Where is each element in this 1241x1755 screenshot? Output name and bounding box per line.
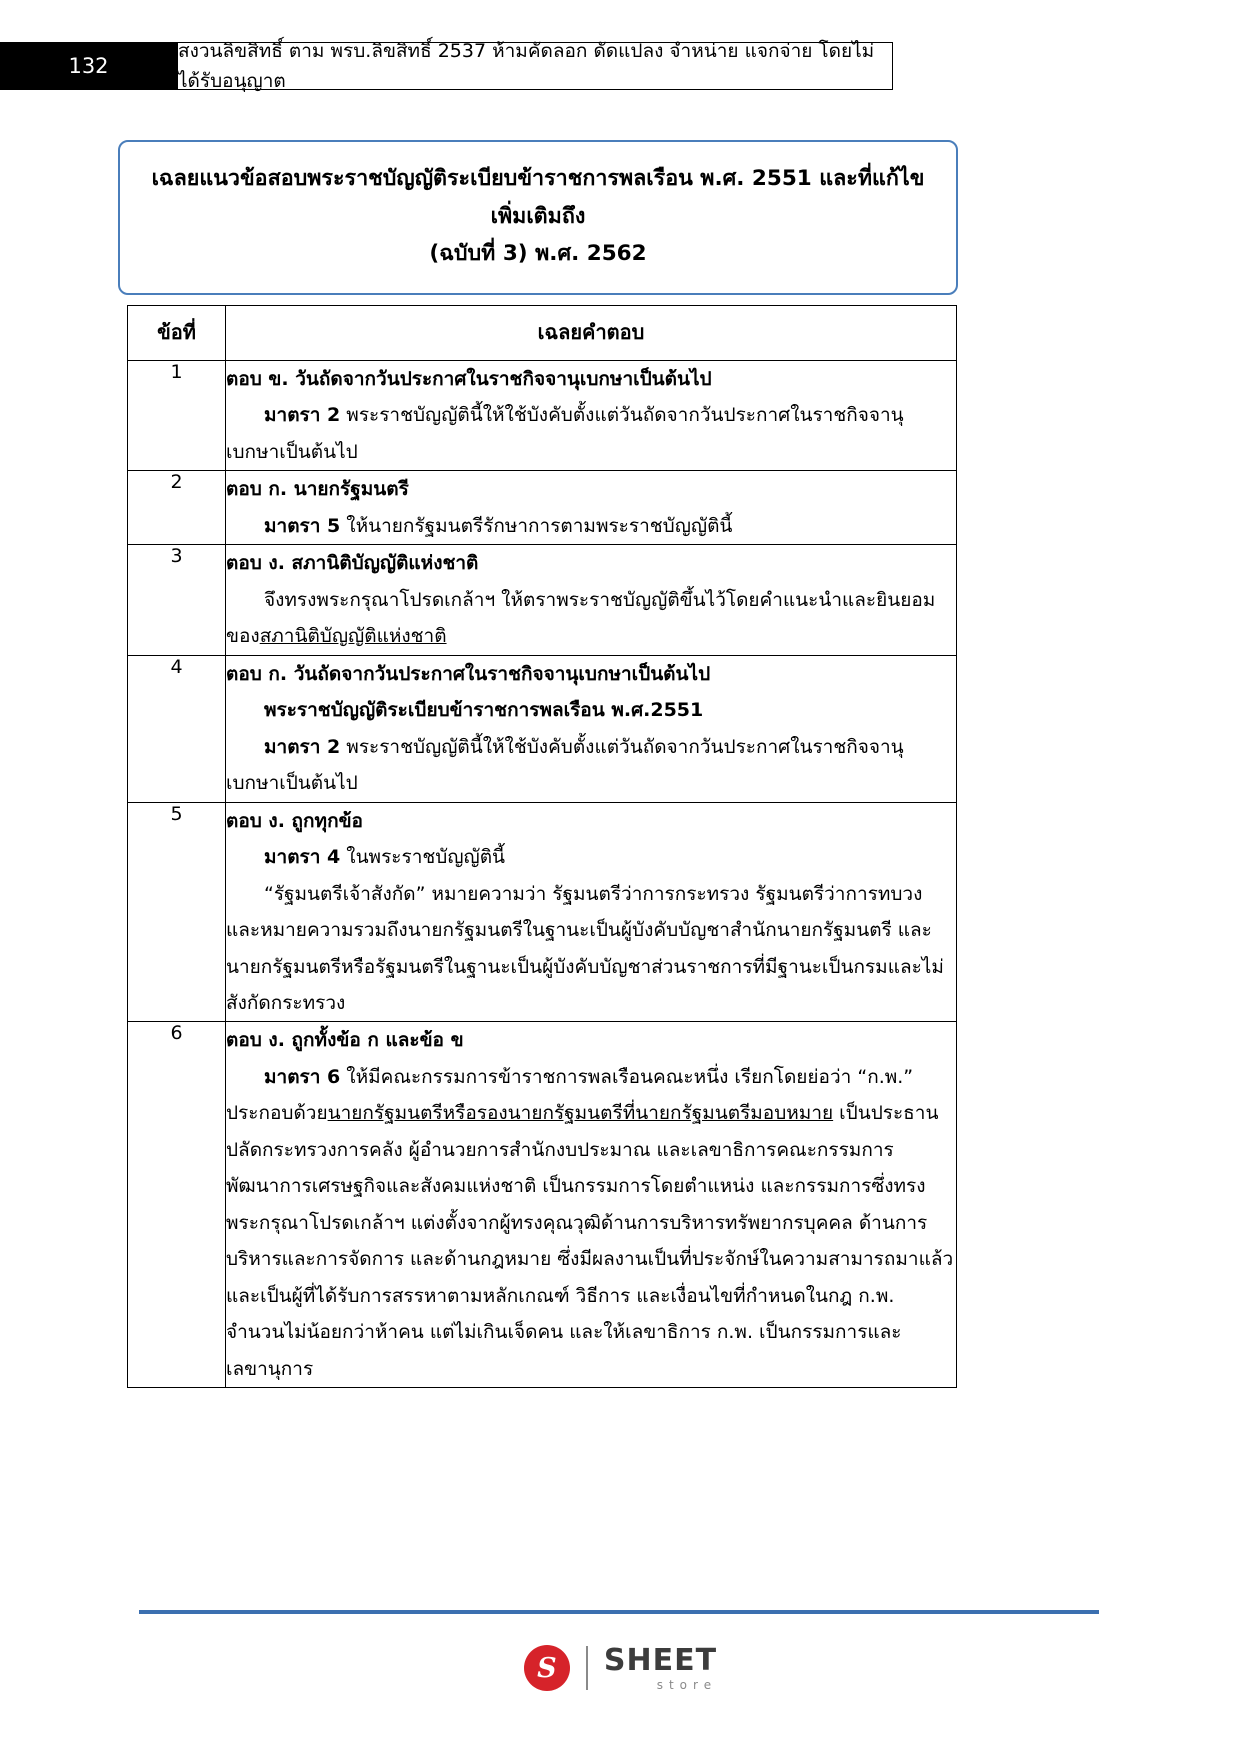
row-number: 5 bbox=[128, 802, 226, 1022]
law-section-text: จึงทรงพระกรุณาโปรดเกล้าฯ ให้ตราพระราชบัญญัติขึ้นไว้โดยคำแนะนำและยินยอมของ bbox=[226, 588, 936, 648]
row-answer bbox=[226, 655, 957, 802]
sheet-store-logo-icon: S bbox=[524, 1645, 570, 1691]
answer-key-table bbox=[127, 305, 957, 1388]
answer-paragraph bbox=[226, 508, 956, 544]
logo-sub-text: store bbox=[656, 1677, 718, 1692]
footer-divider bbox=[139, 1610, 1099, 1614]
law-section-text: พระราชบัญญัตินี้ให้ใช้บังคับตั้งแต่วันถัดจากวันประกาศในราชกิจจานุเบกษาเป็นต้นไป bbox=[226, 735, 904, 795]
law-section-label: มาตรา 2 bbox=[264, 735, 341, 758]
law-section-text: ให้นายกรัฐมนตรีรักษาการตามพระราชบัญญัตินี้ bbox=[340, 514, 733, 537]
answer-paragraph bbox=[226, 582, 956, 655]
row-number: 4 bbox=[128, 655, 226, 802]
footer-logo bbox=[0, 1642, 1241, 1692]
law-emphasis-text: นายกรัฐมนตรีหรือรองนายกรัฐมนตรีที่นายกรัฐมนตรีมอบหมาย bbox=[327, 1102, 834, 1125]
law-section-text: ในพระราชบัญญัตินี้ bbox=[340, 846, 506, 869]
page-title-line2: (ฉบับที่ 3) พ.ศ. 2562 bbox=[429, 241, 647, 267]
table-row bbox=[128, 545, 957, 655]
law-section-text-tail: เป็นประธาน ปลัดกระทรวงการคลัง ผู้อำนวยการสำนักงบประมาณ และเลขาธิการคณะกรรมการพัฒนาการเศรษฐกิจและสังคมแห่งชาติ เป็นกรรมการโดยตำแหน่ง และกรรมการซึ่งทรงพระกรุณาโปรดเกล้าฯ แต่งตั้งจากผู้ทรงคุณวุฒิด้านการบริหารทรัพยากรบุคคล ด้านการบริหารและการจัดการ และด้านกฎหมาย ซึ่งมีผลงานเป็นที่ประจักษ์ในความสามารถมาแล้ว และเป็นผู้ที่ได้รับการสรรหาตามหลักเกณฑ์ วิธีการ และเงื่อนไขที่กำหนดในกฎ ก.พ. จำนวนไม่น้อยกว่าห้าคน แต่ไม่เกินเจ็ดคน และให้เลขาธิการ ก.พ. เป็นกรรมการและเลขานุการ bbox=[226, 1102, 954, 1380]
answer-paragraph bbox=[226, 397, 956, 470]
table-row bbox=[128, 802, 957, 1022]
table-header-row bbox=[128, 306, 957, 361]
law-section-label: มาตรา 5 bbox=[264, 514, 341, 537]
column-header-answer: เฉลยคำตอบ bbox=[226, 306, 957, 361]
page-title bbox=[118, 140, 958, 295]
answer-paragraph bbox=[226, 839, 956, 875]
row-answer bbox=[226, 545, 957, 655]
law-section-text: พระราชบัญญัตินี้ให้ใช้บังคับตั้งแต่วันถัดจากวันประกาศในราชกิจจานุเบกษาเป็นต้นไป bbox=[226, 404, 904, 463]
logo-main-text: SHEET bbox=[603, 1642, 718, 1678]
answer-heading: ตอบ ง. ถูกทั้งข้อ ก และข้อ ข bbox=[226, 1029, 464, 1052]
table-row bbox=[128, 1022, 957, 1388]
table-row bbox=[128, 361, 957, 471]
law-section-label: มาตรา 6 bbox=[264, 1065, 341, 1088]
answer-heading: ตอบ ง. สภานิติบัญญัติแห่งชาติ bbox=[226, 552, 479, 575]
row-answer bbox=[226, 361, 957, 471]
law-section-text: ให้มีคณะกรรมการข้าราชการพลเรือนคณะหนึ่ง เรียกโดยย่อว่า “ก.พ.” ประกอบด้วย bbox=[226, 1065, 914, 1125]
row-number: 3 bbox=[128, 545, 226, 655]
law-section-label: มาตรา 4 bbox=[264, 846, 341, 869]
answer-paragraph-2: “รัฐมนตรีเจ้าสังกัด” หมายความว่า รัฐมนตรีว่าการกระทรวง รัฐมนตรีว่าการทบวงและหมายความรวมถึงนายกรัฐมนตรีในฐานะเป็นผู้บังคับบัญชาสำนักนายกรัฐมนตรี และนายกรัฐมนตรีหรือรัฐมนตรีในฐานะเป็นผู้บังคับบัญชาส่วนราชการที่มีฐานะเป็นกรมและไม่สังกัดกระทรวง bbox=[226, 882, 944, 1014]
answer-paragraph bbox=[226, 729, 956, 802]
row-number: 2 bbox=[128, 471, 226, 545]
row-answer bbox=[226, 802, 957, 1022]
answer-heading: ตอบ ก. นายกรัฐมนตรี bbox=[226, 478, 409, 501]
row-answer bbox=[226, 1022, 957, 1388]
copyright-notice: สงวนลิขสิทธิ์ ตาม พรบ.ลิขสิทธิ์ 2537 ห้ามคัดลอก ดัดแปลง จำหน่าย แจกจ่าย โดยไม่ได้รับอนุญาต bbox=[177, 42, 893, 90]
table-row bbox=[128, 655, 957, 802]
row-number: 1 bbox=[128, 361, 226, 471]
answer-heading: ตอบ ง. ถูกทุกข้อ bbox=[226, 809, 363, 832]
row-answer bbox=[226, 471, 957, 545]
table-row bbox=[128, 471, 957, 545]
answer-heading: ตอบ ข. วันถัดจากวันประกาศในราชกิจจานุเบกษาเป็นต้นไป bbox=[226, 368, 712, 390]
logo-text bbox=[603, 1642, 718, 1692]
column-header-number: ข้อที่ bbox=[128, 306, 226, 361]
row-number: 6 bbox=[128, 1022, 226, 1388]
answer-heading: ตอบ ก. วันถัดจากวันประกาศในราชกิจจานุเบกษาเป็นต้นไป bbox=[226, 662, 711, 685]
law-emphasis-text: สภานิติบัญญัติแห่งชาติ bbox=[259, 625, 447, 648]
answer-subheading: พระราชบัญญัติระเบียบข้าราชการพลเรือน พ.ศ.2551 bbox=[264, 699, 704, 722]
page-number: 132 bbox=[0, 42, 177, 90]
page-title-line1: เฉลยแนวข้อสอบพระราชบัญญัติระเบียบข้าราชการพลเรือน พ.ศ. 2551 และที่แก้ไขเพิ่มเติมถึง bbox=[151, 166, 925, 229]
page-header bbox=[0, 42, 1241, 90]
logo-divider bbox=[586, 1646, 588, 1690]
answer-paragraph bbox=[226, 1059, 956, 1387]
law-section-label: มาตรา 2 bbox=[264, 404, 341, 427]
